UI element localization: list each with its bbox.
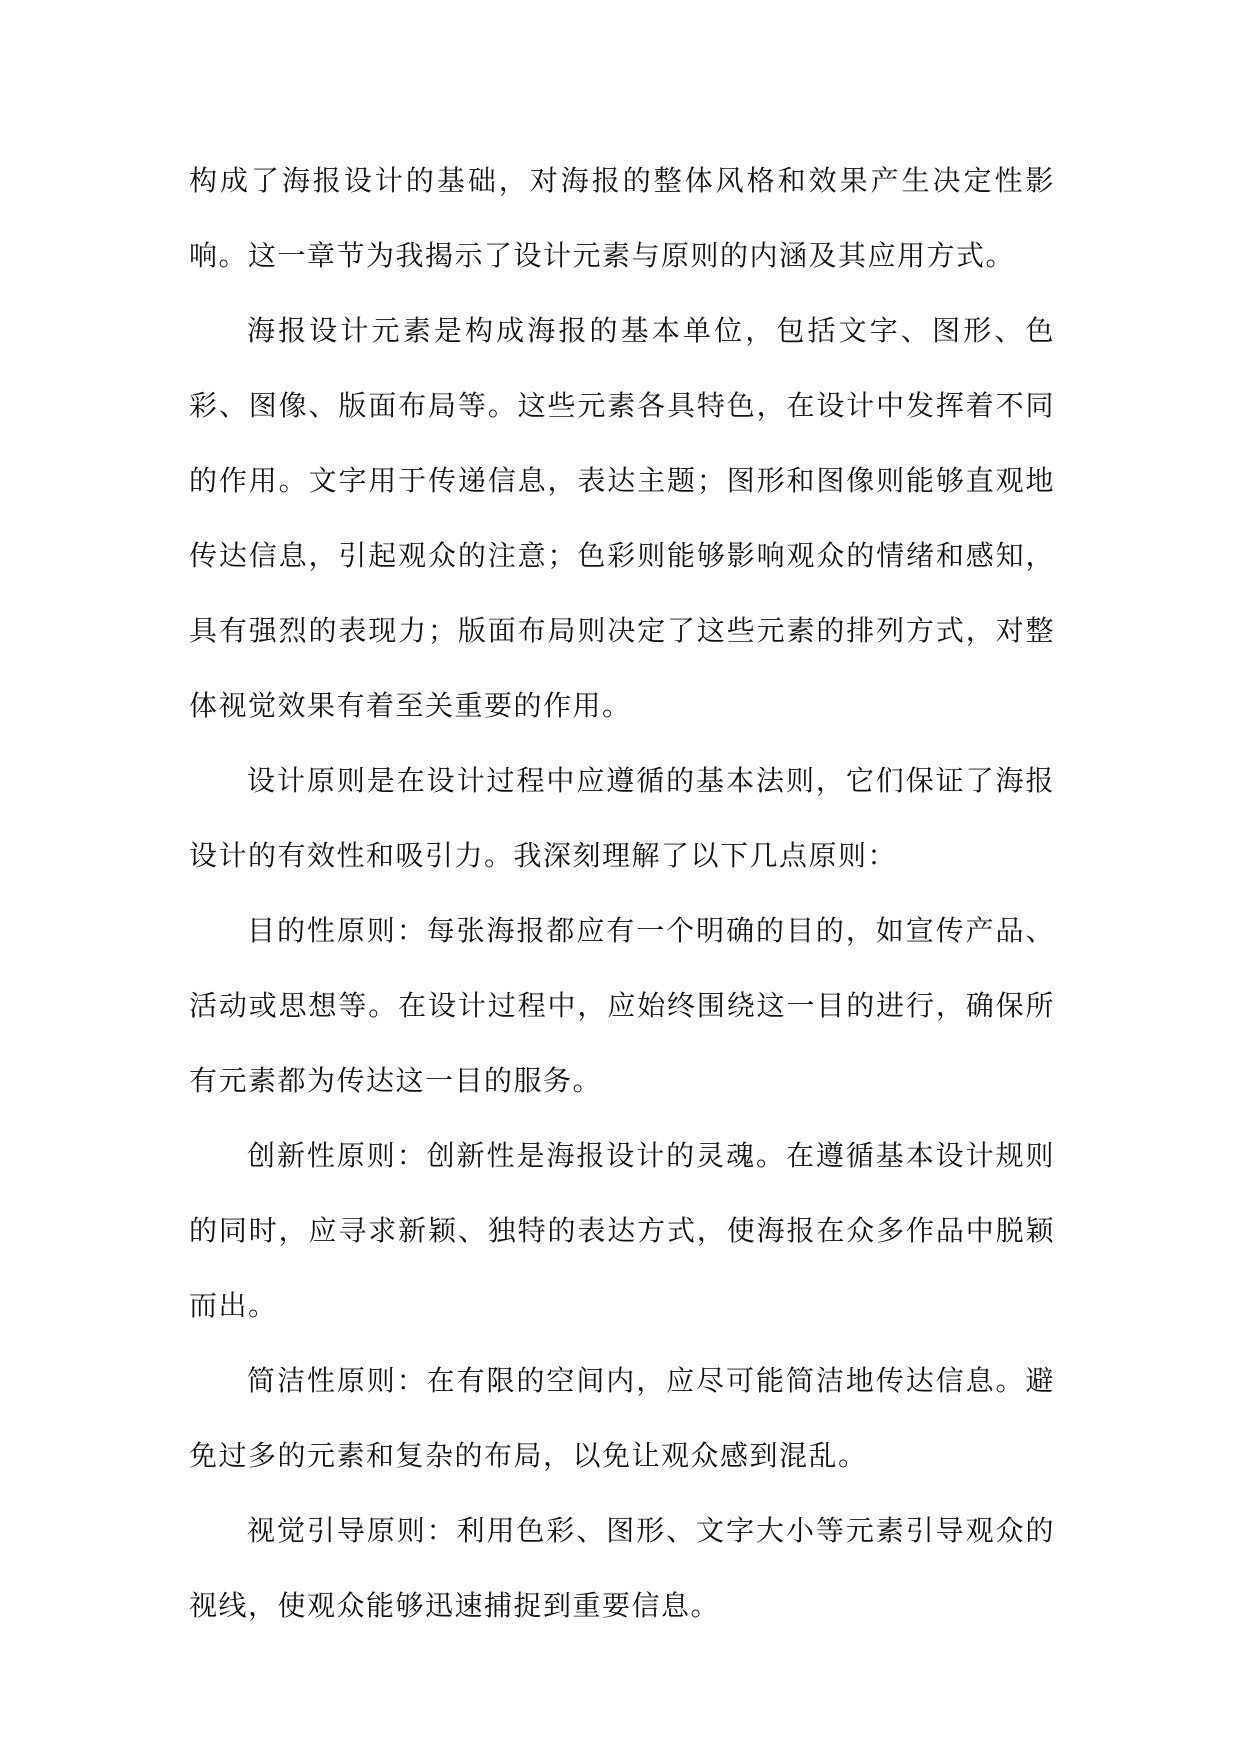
paragraph-3: 设计原则是在设计过程中应遵循的基本法则，它们保证了海报设计的有效性和吸引力。我深刻理解了以下几点原则： [189, 764, 1055, 872]
paragraph-7: 视觉引导原则：利用色彩、图形、文字大小等元素引导观众的视线，使观众能够迅速捕捉到重要信息。 [189, 1514, 1055, 1622]
document-body [189, 143, 1055, 1643]
paragraph-6: 简洁性原则：在有限的空间内，应尽可能简洁地传达信息。避免过多的元素和复杂的布局，以免让观众感到混乱。 [189, 1364, 1055, 1472]
paragraph-2: 海报设计元素是构成海报的基本单位，包括文字、图形、色彩、图像、版面布局等。这些元素各具特色，在设计中发挥着不同的作用。文字用于传递信息，表达主题；图形和图像则能够直观地传达信息，引起观众的注意；色彩则能够影响观众的情绪和感知，具有强烈的表现力；版面布局则决定了这些元素的排列方式，对整体视觉效果有着至关重要的作用。 [189, 314, 1055, 722]
paragraph-1: 构成了海报设计的基础，对海报的整体风格和效果产生决定性影响。这一章节为我揭示了设计元素与原则的内涵及其应用方式。 [189, 164, 1055, 272]
paragraph-4: 目的性原则：每张海报都应有一个明确的目的，如宣传产品、活动或思想等。在设计过程中，应始终围绕这一目的进行，确保所有元素都为传达这一目的服务。 [189, 914, 1055, 1097]
paragraph-5: 创新性原则：创新性是海报设计的灵魂。在遵循基本设计规则的同时，应寻求新颖、独特的表达方式，使海报在众多作品中脱颖而出。 [189, 1139, 1055, 1322]
